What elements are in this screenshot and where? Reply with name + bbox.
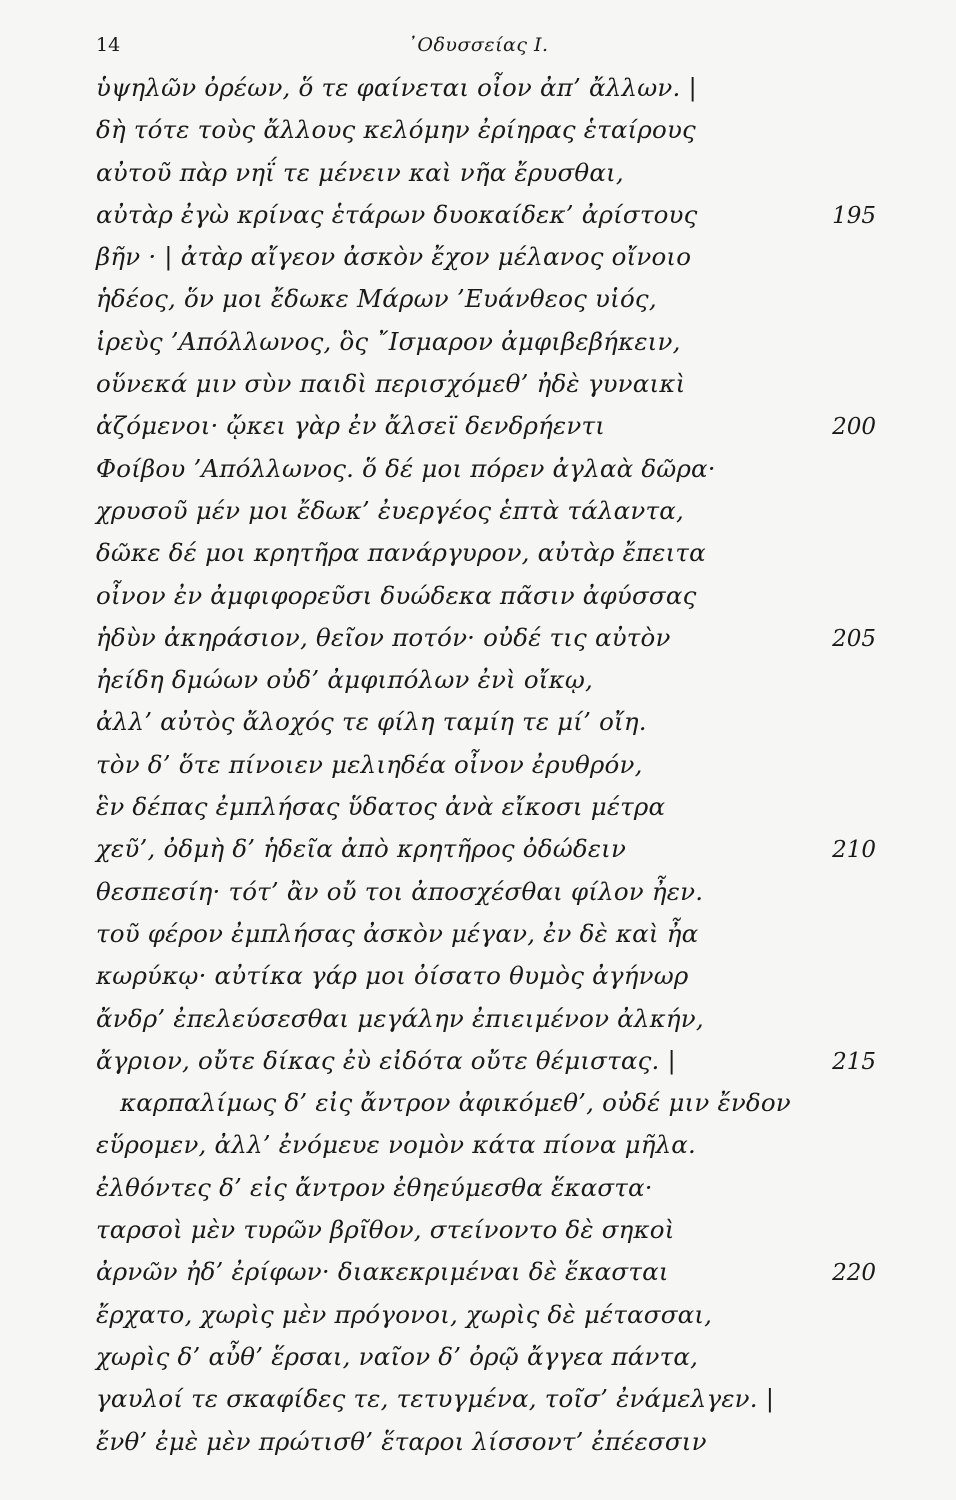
verse-text: οὕνεκά μιν σὺν παιδὶ περισχόμεθ’ ἠδὲ γυναικὶ	[96, 369, 686, 399]
verse-text: ἡδέος, ὅν μοι ἔδωκε Μάρων ’Ευάνθεος υἱός,	[96, 284, 657, 314]
verse-text: εὕρομεν, ἀλλ’ ἐνόμευε νομὸν κάτα πίονα μῆλα.	[96, 1130, 697, 1160]
verse-line	[0, 956, 956, 998]
verse-line	[0, 660, 956, 702]
line-number: 195	[832, 202, 876, 229]
verse-text: θεσπεσίη· τότ’ ἂν οὔ τοι ἀποσχέσθαι φίλον ἦεν.	[96, 876, 704, 906]
verse-line	[0, 237, 956, 279]
verse-line	[0, 1168, 956, 1210]
verse-line	[0, 1337, 956, 1379]
verse-text: καρπαλίμως δ’ εἰς ἄντρον ἀφικόμεθ’, οὐδέ μιν ἔνδον	[120, 1088, 791, 1118]
verse-text: ἄγριον, οὔτε δίκας ἐὺ εἰδότα οὔτε θέμιστας. |	[96, 1045, 676, 1075]
verse-text: δὴ τότε τοὺς ἄλλους κελόμην ἐρίηρας ἑταίρους	[96, 115, 696, 145]
verse-line	[0, 914, 956, 956]
verse-line	[0, 829, 956, 871]
verse-text: ἀλλ’ αὐτὸς ἄλοχός τε φίλη ταμίη τε μί’ οἴη.	[96, 707, 647, 737]
verse-text: γαυλοί τε σκαφίδες τε, τετυγμένα, τοῖσ’ ἐνάμελγεν. |	[96, 1384, 775, 1414]
verse-line	[0, 195, 956, 237]
verse-text: οἶνον ἐν ἀμφιφορεῦσι δυώδεκα πᾶσιν ἀφύσσας	[96, 580, 697, 610]
verse-line	[0, 576, 956, 618]
verse-text: ἱρεὺς ’Απόλλωνος, ὃς ῎Ισμαρον ἀμφιβεβήκειν,	[96, 326, 681, 356]
running-head	[0, 34, 956, 64]
line-number: 215	[832, 1048, 876, 1075]
verse-line	[0, 110, 956, 152]
verse-text: τὸν δ’ ὅτε πίνοιεν μελιηδέα οἶνον ἐρυθρόν,	[96, 749, 643, 779]
verse-text: χωρὶς δ’ αὖθ’ ἕρσαι, ναῖον δ’ ὀρῷ ἄγγεα πάντα,	[96, 1341, 699, 1371]
verse-text: Φοίβου ’Απόλλωνος. ὅ δέ μοι πόρεν ἀγλαὰ δῶρα·	[96, 453, 716, 483]
verse-line	[0, 1252, 956, 1294]
verse-line	[0, 322, 956, 364]
verse-line	[0, 68, 956, 110]
verse-text: ἔρχατο, χωρὶς μὲν πρόγονοι, χωρὶς δὲ μέτασσαι,	[96, 1299, 713, 1329]
verse-text: ἀρνῶν ἠδ’ ἐρίφων· διακεκριμέναι δὲ ἕκασται	[96, 1257, 669, 1287]
verse-line	[0, 1083, 956, 1125]
verse-line	[0, 406, 956, 448]
verse-line	[0, 1379, 956, 1421]
verse-line	[0, 999, 956, 1041]
verse-block	[0, 68, 956, 1464]
verse-line	[0, 872, 956, 914]
verse-text: ἁζόμενοι· ᾤκει γὰρ ἐν ἄλσεϊ δενδρήεντι	[96, 411, 606, 441]
verse-line	[0, 449, 956, 491]
verse-line	[0, 491, 956, 533]
verse-text: ἐλθόντες δ’ εἰς ἄντρον ἐθηεύμεσθα ἕκαστα·	[96, 1172, 653, 1202]
verse-text: ὑψηλῶν ὀρέων, ὅ τε φαίνεται οἶον ἀπ’ ἄλλων. |	[96, 73, 697, 102]
running-title: ᾿Οδυσσείας Ι.	[407, 34, 549, 56]
verse-text: ἔνθ’ ἐμὲ μὲν πρώτισθ’ ἕταροι λίσσοντ’ ἐπέεσσιν	[96, 1426, 707, 1456]
verse-text: ταρσοὶ μὲν τυρῶν βρῖθον, στείνοντο δὲ σηκοὶ	[96, 1215, 675, 1245]
line-number: 205	[832, 625, 876, 652]
verse-line	[0, 1125, 956, 1167]
verse-text: ἠείδη δμώων οὐδ’ ἀμφιπόλων ἐνὶ οἴκῳ,	[96, 665, 594, 695]
verse-line	[0, 153, 956, 195]
verse-text: δῶκε δέ μοι κρητῆρα πανάργυρον, αὐτὰρ ἔπειτα	[96, 538, 706, 568]
verse-line	[0, 1041, 956, 1083]
line-number: 220	[832, 1260, 876, 1287]
verse-line	[0, 787, 956, 829]
verse-text: ἄνδρ’ ἐπελεύσεσθαι μεγάλην ἐπιειμένον ἀλκήν,	[96, 1003, 704, 1033]
verse-line	[0, 702, 956, 744]
verse-line	[0, 1422, 956, 1464]
verse-line	[0, 618, 956, 660]
verse-text: ἓν δέπας ἐμπλήσας ὕδατος ἀνὰ εἴκοσι μέτρα	[96, 792, 666, 822]
verse-line	[0, 279, 956, 321]
verse-text: ἡδὺν ἀκηράσιον, θεῖον ποτόν· οὐδέ τις αὐτὸν	[96, 622, 671, 652]
verse-text: αὐτοῦ πὰρ νηΐ τε μένειν καὶ νῆα ἔρυσθαι,	[96, 157, 624, 187]
verse-line	[0, 364, 956, 406]
verse-text: τοῦ φέρον ἐμπλήσας ἀσκὸν μέγαν, ἐν δὲ καὶ ἦα	[96, 918, 699, 948]
verse-line	[0, 533, 956, 575]
verse-text: χεῦ’, ὀδμὴ δ’ ἡδεῖα ἀπὸ κρητῆρος ὀδώδειν	[96, 834, 627, 864]
line-number: 210	[832, 837, 876, 864]
verse-text: αὐτὰρ ἐγὼ κρίνας ἑτάρων δυοκαίδεκ’ ἀρίστους	[96, 199, 698, 229]
verse-line	[0, 745, 956, 787]
verse-line	[0, 1210, 956, 1252]
verse-text: χρυσοῦ μέν μοι ἔδωκ’ ἐυεργέος ἑπτὰ τάλαντα,	[96, 495, 684, 525]
page-number: 14	[96, 34, 121, 56]
verse-text: βῆν · | ἀτὰρ αἴγεον ἀσκὸν ἔχον μέλανος οἴνοιο	[96, 242, 692, 272]
verse-text: κωρύκῳ· αὐτίκα γάρ μοι ὀίσατο θυμὸς ἀγήνωρ	[96, 961, 689, 991]
verse-line	[0, 1295, 956, 1337]
line-number: 200	[832, 414, 876, 441]
